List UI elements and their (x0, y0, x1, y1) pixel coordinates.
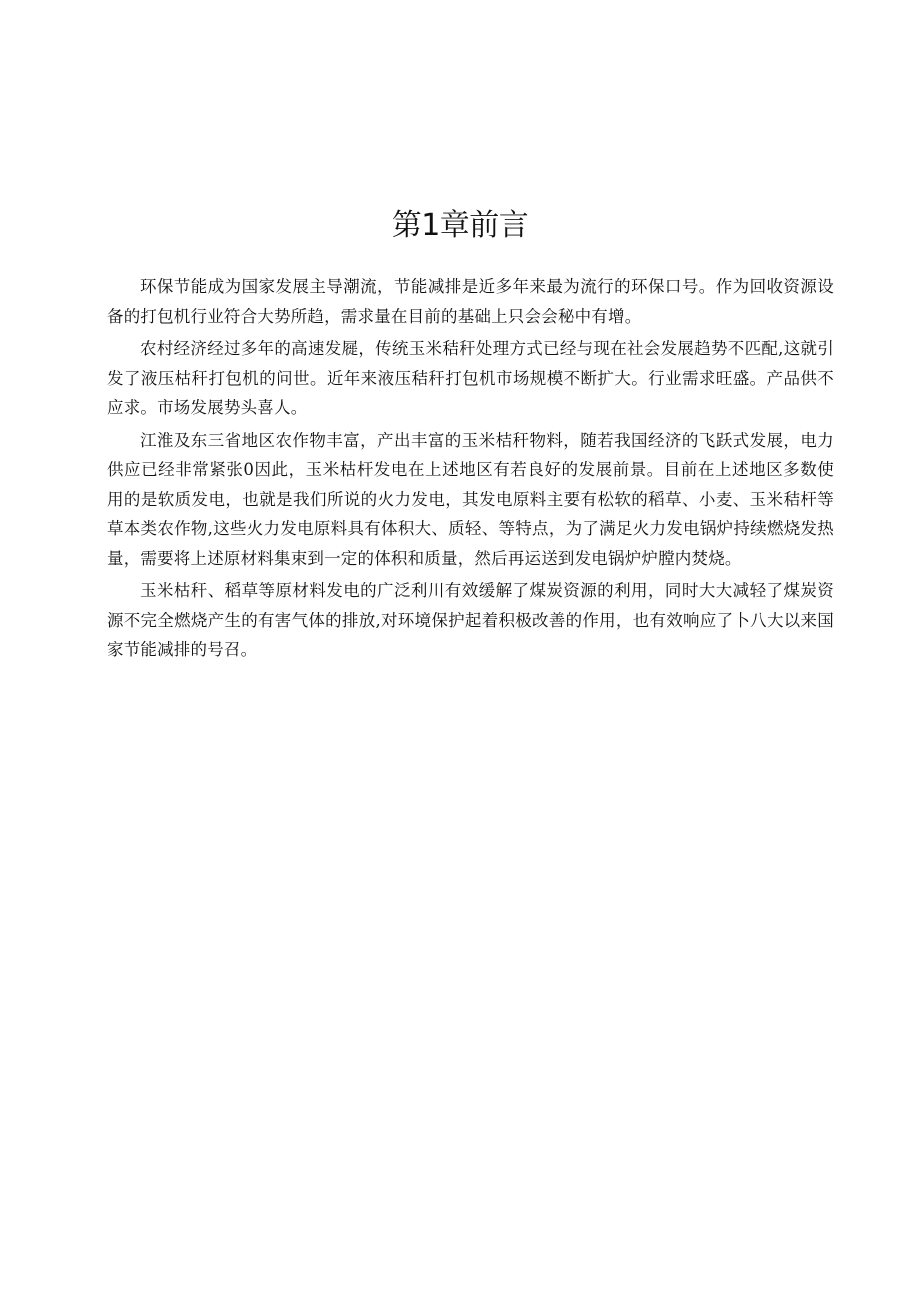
paragraph: 江淮及东三省地区农作物丰富，产出丰富的玉米桔秆物料，随若我国经济的飞跃式发展，电力供应已经非常紧张0因此，玉米枯杆发电在上述地区有若良好的发展前景。目前在上述地区多数使用的是软质发电，也就是我们所说的火力发电，其发电原料主要有松软的稻草、小麦、玉米秸杆等草本类农作物,这些火力发电原料具有体积大、质轻、等特点，为了满足火力发电锅炉持续燃烧发热量，需要将上述原材料集束到一定的体积和质量，然后再运送到发电锅炉炉膛内焚烧。 (107, 430, 834, 568)
paragraph: 环保节能成为国家发展主导潮流，节能减排是近多年来最为流行的环保口号。作为回收资源设备的打包机行业符合大势所趋，需求量在目前的基础上只会会秘中有增。 (107, 277, 834, 326)
body-text (107, 272, 834, 668)
chapter-title: 第1章前言 (391, 208, 529, 243)
paragraph: 玉米枯秆、稻草等原材料发电的广泛利川有效缓解了煤炭资源的利用，同时大大减轻了煤炭资源不完全燃烧产生的有害气体的排放,对环境保护起着积极改善的作用，也有效响应了卜八大以来国家节能减排的号召。 (107, 581, 834, 659)
paragraph: 农村经济经过多年的高速发屣，传统玉米秸秆处理方式已经与现在社会发展趋势不匹配,这就引发了液压枯秆打包机的问世。近年来液压秸秆打包机市场规模不断扩大。行业需求旺盛。产品供不应求。市场发展势头喜人。 (107, 339, 834, 417)
